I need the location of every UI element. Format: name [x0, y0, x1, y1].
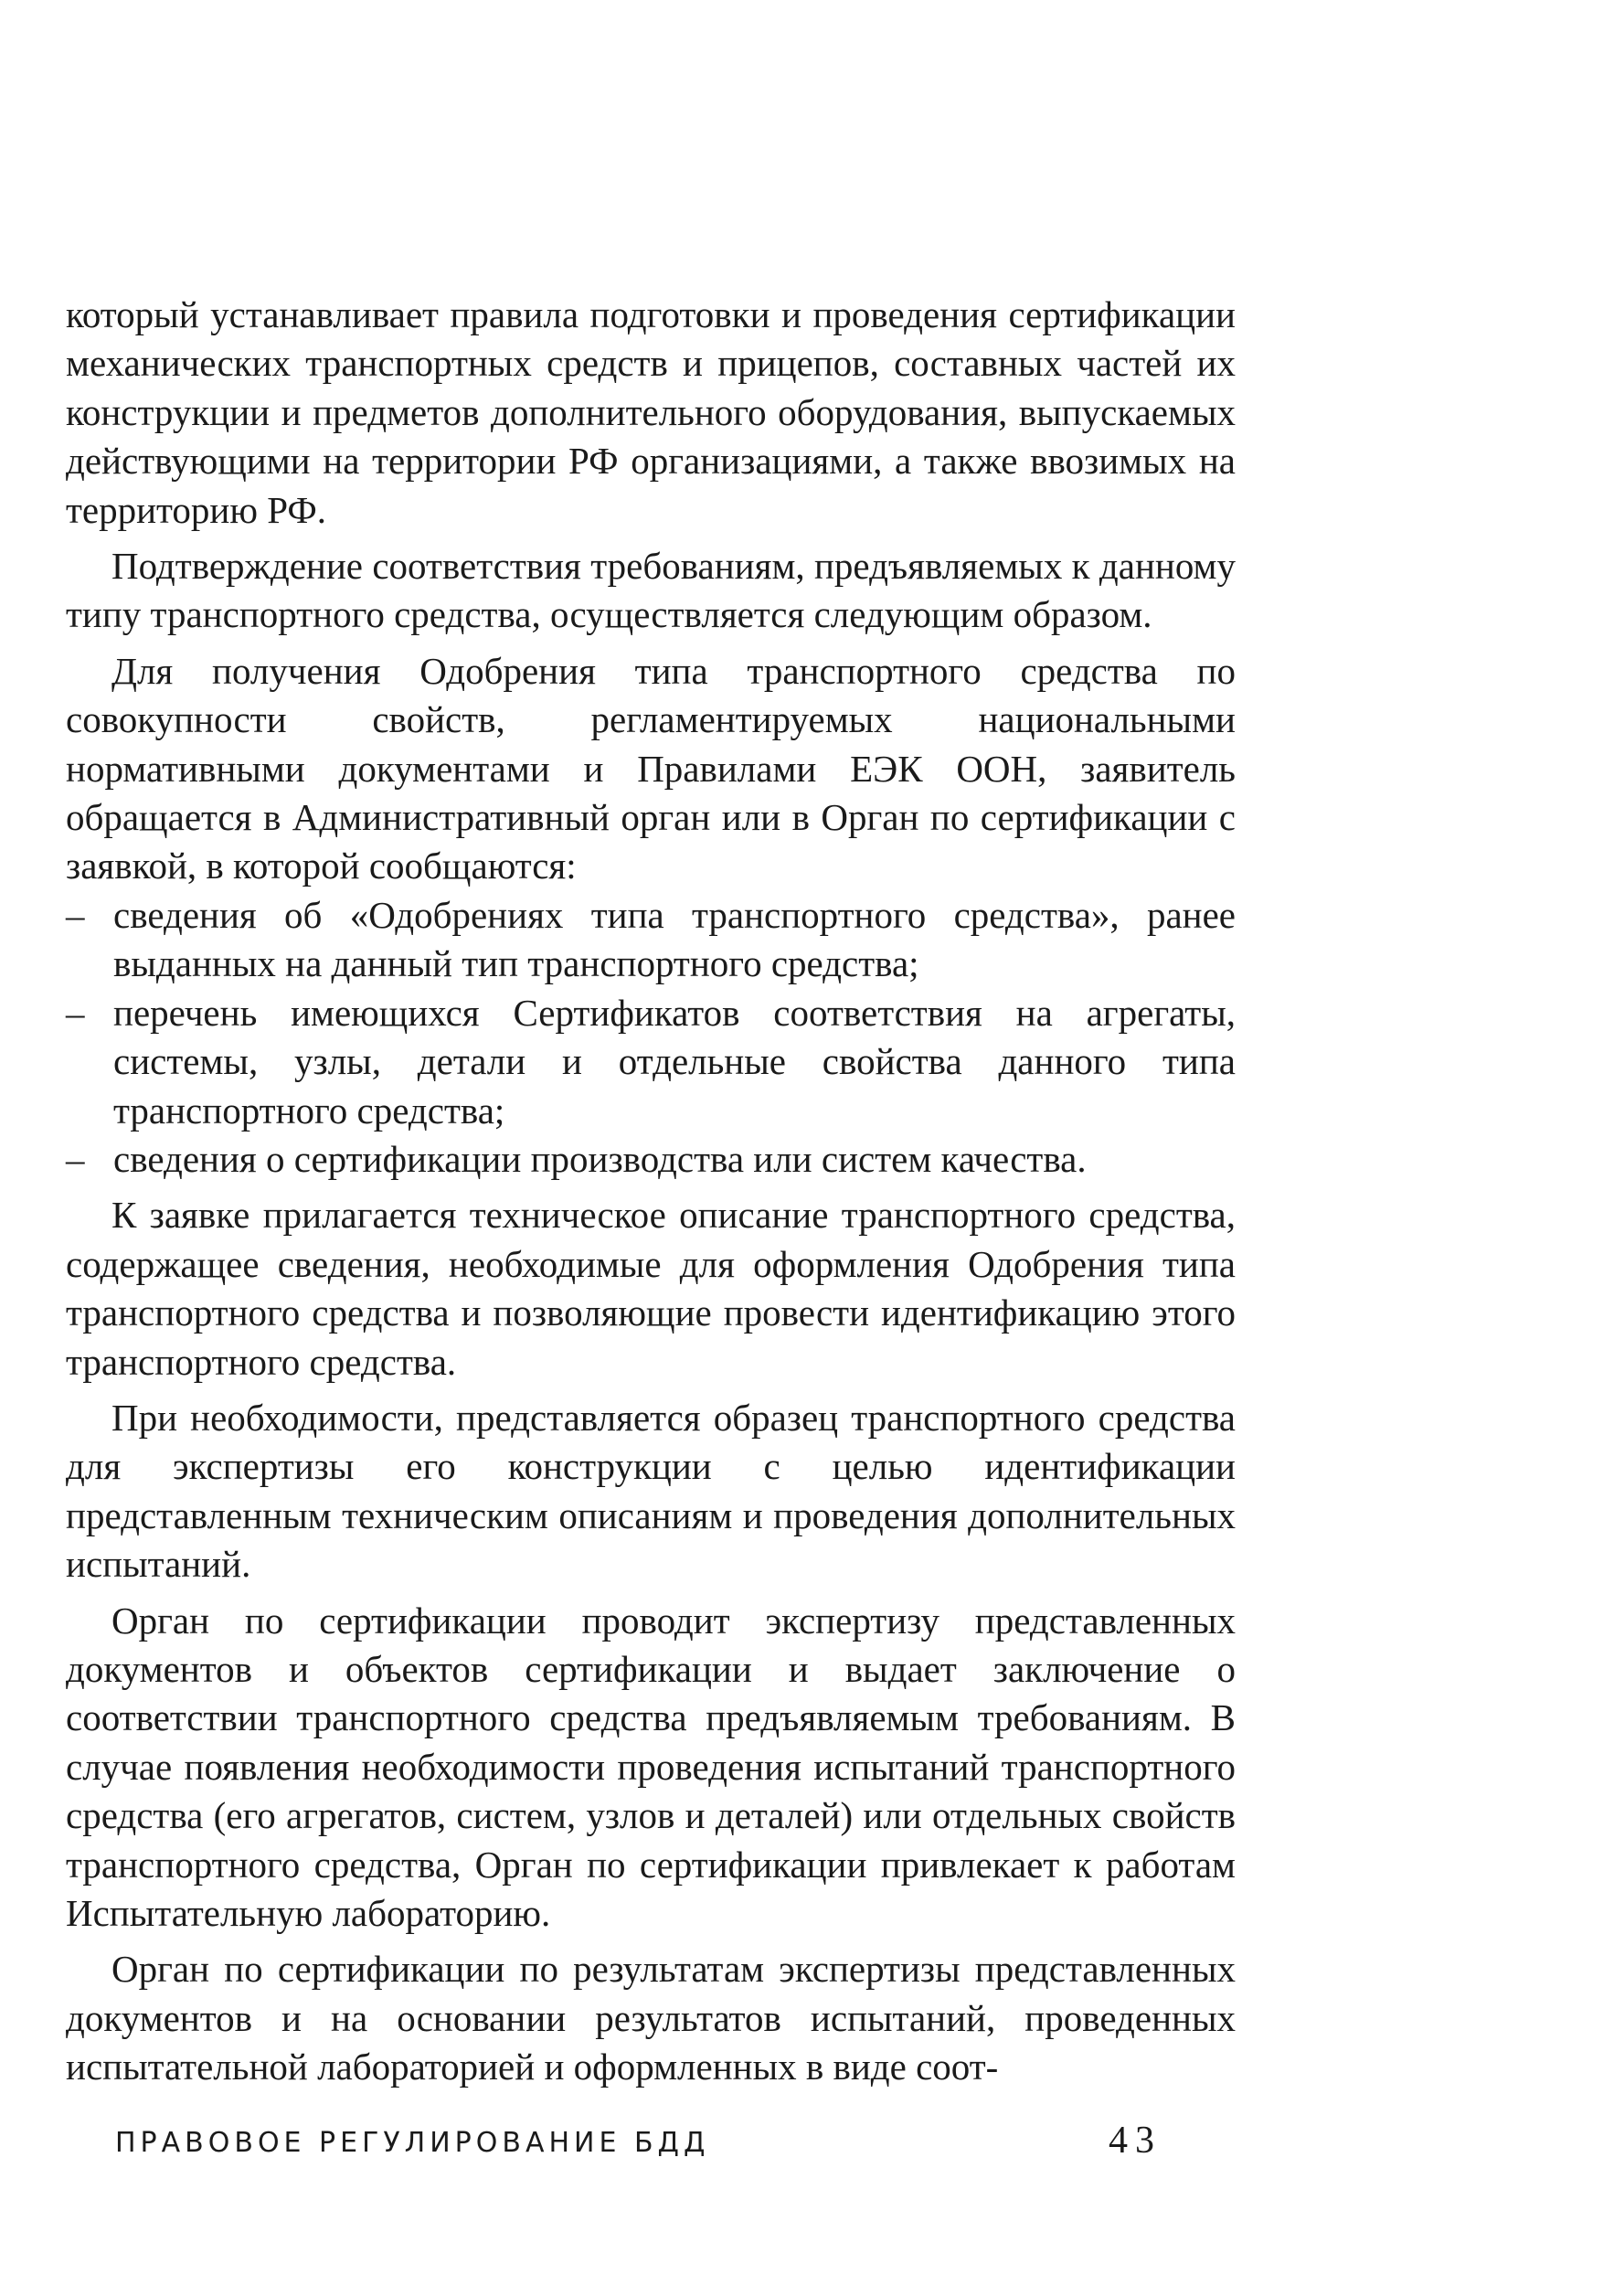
body-text: [66, 291, 1236, 2099]
list-dash: –: [66, 893, 85, 936]
list-item: [66, 989, 1236, 1135]
paragraph-technical-description: К заявке прилагается техническое описание транспортного средства, содержащее сведения, необходимые для оформления Одобрения типа транспортного средства и позволяющие провести идентификацию этого транспортного средства.: [66, 1194, 1236, 1383]
list-item-text: сведения о сертификации производства или систем качества.: [113, 1137, 1087, 1180]
paragraph-expertise: Орган по сертификации проводит экспертизу представленных документов и объектов сертификации и выдает заключение о соответствии транспортного средства предъявляемым требованиям. В случае появления необходимости проведения испытаний транспортного средства (его агрегатов, систем, узлов и деталей) или отдельных свойств транспортного средства, Орган по сертификации привлекает к работам Испытательную лабораторию.: [66, 1599, 1236, 1934]
paragraph-conformity: Подтверждение соответствия требованиям, предъявляемых к данному типу транспортного средства, осуществляется следующим образом.: [66, 545, 1236, 636]
list-item: [66, 1135, 1236, 1184]
list-item: [66, 891, 1236, 989]
list-dash: –: [66, 1137, 85, 1180]
list-item-text: перечень имеющихся Сертификатов соответствия на агрегаты, системы, узлы, детали и отдельные свойства данного типа транспортного средства;: [113, 991, 1236, 1132]
application-contents-list: [66, 891, 1236, 1184]
paragraph-results: Орган по сертификации по результатам экспертизы представленных документов и на основании результатов испытаний, проведенных испытательной лабораторией и оформленных в виде соот-: [66, 1948, 1236, 2088]
running-title: ПРАВОВОЕ РЕГУЛИРОВАНИЕ БДД: [115, 2127, 710, 2159]
paragraph-sample: При необходимости, представляется образец транспортного средства для экспертизы его конструкции с целью идентификации представленным техническим описаниям и проведения дополнительных испытаний.: [66, 1396, 1236, 1586]
list-item-text: сведения об «Одобрениях типа транспортного средства», ранее выданных на данный тип транспортного средства;: [113, 893, 1236, 985]
paragraph-continuation: который устанавливает правила подготовки и проведения сертификации механических транспортных средств и прицепов, составных частей их конструкции и предметов дополнительного оборудования, выпускаемых действующими на территории РФ организациями, а также ввозимых на территорию РФ.: [66, 293, 1236, 531]
list-dash: –: [66, 991, 85, 1034]
paragraph-application: Для получения Одобрения типа транспортного средства по совокупности свойств, регламентируемых национальными нормативными документами и Правилами ЕЭК ООН, заявитель обращается в Административный орган или в Орган по сертификации с заявкой, в которой сообщаются:: [66, 649, 1236, 887]
page-number: 43: [1109, 2120, 1162, 2162]
